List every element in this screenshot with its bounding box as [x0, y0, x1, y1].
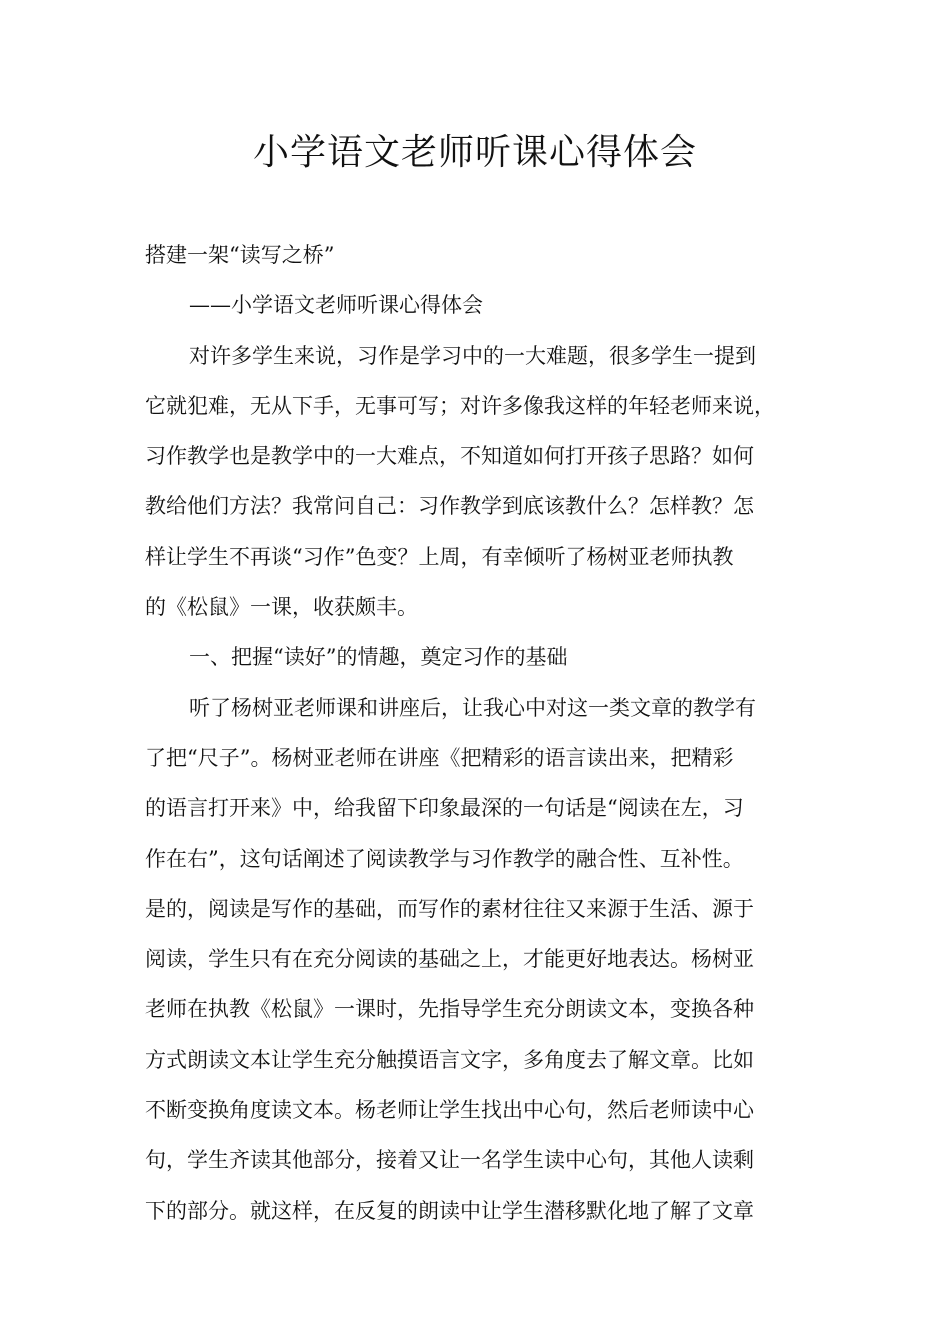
- body-line: 一、把握“读好”的情趣，奠定习作的基础: [189, 645, 568, 670]
- body-line: 句，学生齐读其他部分，接着又让一名学生读中心句，其他人读剩: [145, 1148, 754, 1173]
- body-line: 习作教学也是教学中的一大难点，不知道如何打开孩子思路？如何: [145, 444, 754, 469]
- body-line: 它就犯难，无从下手，无事可写；对许多像我这样的年轻老师来说，: [145, 393, 775, 418]
- body-line: 下的部分。就这样，在反复的朗读中让学生潜移默化地了解了文章: [145, 1198, 754, 1223]
- body-line: 教给他们方法？我常问自己：习作教学到底该教什么？怎样教？怎: [145, 494, 754, 519]
- body-line: 的语言打开来》中，给我留下印象最深的一句话是“阅读在左，习: [145, 796, 744, 821]
- body-line: 是的，阅读是写作的基础，而写作的素材往往又来源于生活、源于: [145, 896, 754, 921]
- body-line: 的《松鼠》一课，收获颇丰。: [145, 595, 418, 620]
- document-body: [145, 230, 815, 1236]
- body-line: ——小学语文老师听课心得体会: [189, 293, 483, 318]
- document-title: 小学语文老师听课心得体会: [252, 132, 697, 173]
- body-line: 阅读，学生只有在充分阅读的基础之上，才能更好地表达。杨树亚: [145, 947, 754, 972]
- body-line: 搭建一架“读写之桥”: [145, 243, 335, 267]
- body-line: 不断变换角度读文本。杨老师让学生找出中心句，然后老师读中心: [145, 1098, 754, 1123]
- body-line: 作在右”，这句话阐述了阅读教学与习作教学的融合性、互补性。: [145, 846, 744, 871]
- body-line: 了把“尺子”。杨树亚老师在讲座《把精彩的语言读出来，把精彩: [145, 745, 734, 770]
- body-line: 听了杨树亚老师课和讲座后，让我心中对这一类文章的教学有: [189, 695, 756, 720]
- body-line: 对许多学生来说，习作是学习中的一大难题，很多学生一提到: [189, 343, 756, 368]
- body-line: 老师在执教《松鼠》一课时，先指导学生充分朗读文本，变换各种: [145, 997, 754, 1022]
- body-line: 方式朗读文本让学生充分触摸语言文字，多角度去了解文章。比如: [145, 1047, 754, 1072]
- body-line: 样让学生不再谈“习作”色变？上周，有幸倾听了杨树亚老师执教: [145, 544, 734, 569]
